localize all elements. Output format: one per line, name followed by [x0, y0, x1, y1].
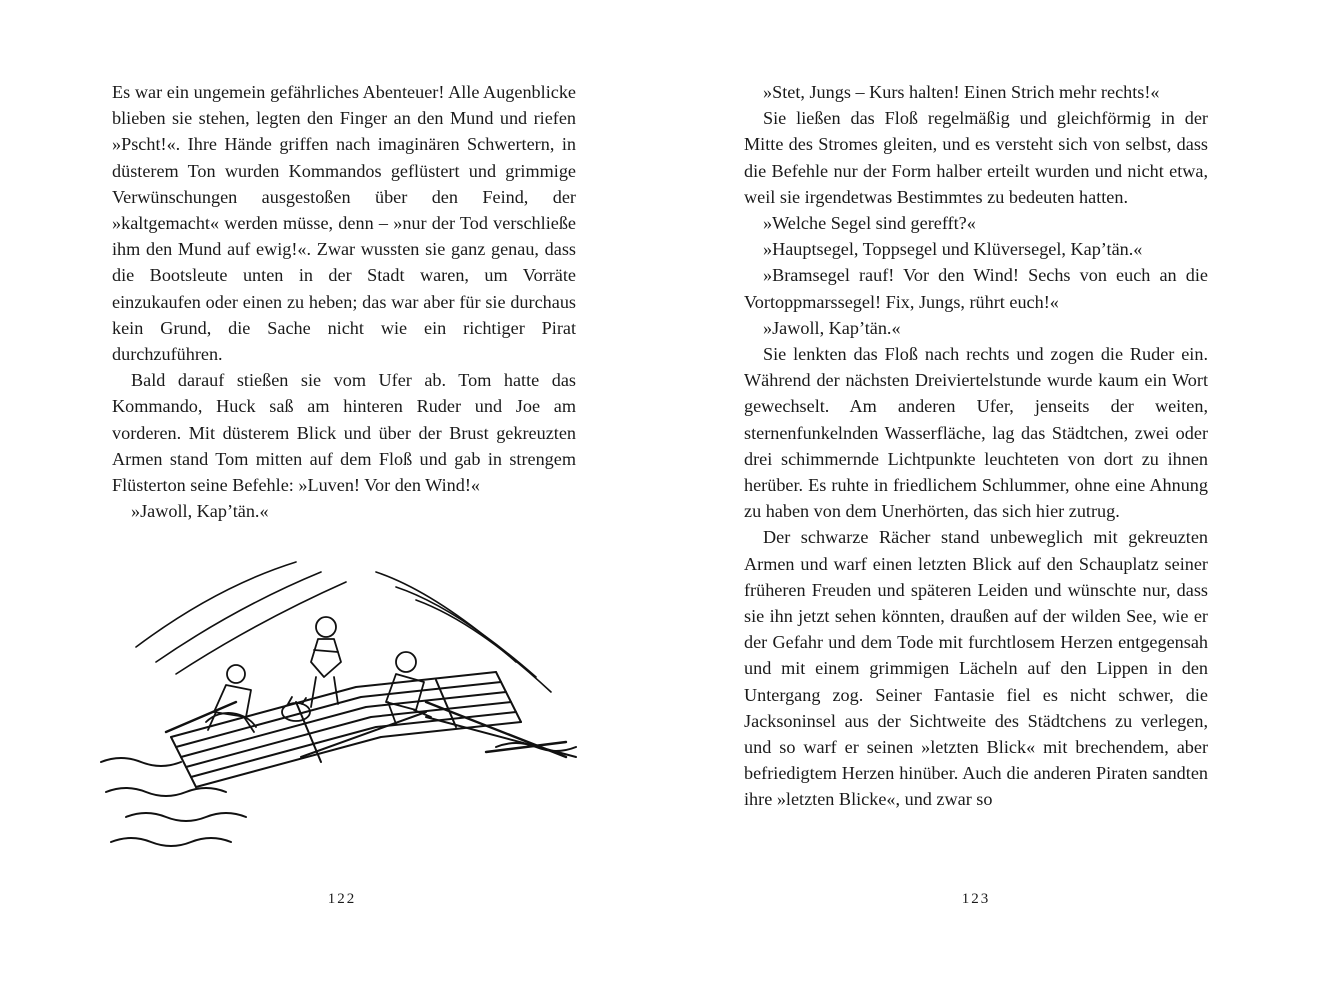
page-number: 122: [327, 891, 357, 907]
left-page-text: [112, 79, 576, 524]
paragraph: »Jawoll, Kap’tän.«: [131, 501, 269, 522]
raft-illustration-icon: [96, 552, 596, 852]
water-waves: [101, 743, 576, 846]
paragraph: Es war ein ungemein gefährliches Abenteuer! Alle Augenblicke blieben sie stehen, legten den Finger an den Mund und riefen »Pscht!«. Ihre Hände griffen nach imaginären Schwertern, in düsterem Ton wurden Kommandos geflüstert und grimmige Verwünschungen ausgestoßen über den Feind, der »kaltgemacht« werden müsse, denn – »nur der Tod verschließe ihm den Mund auf ewig!«. Zwar wussten sie ganz genau, dass die Bootsleute unten in der Stadt waren, um Vorräte einzukaufen oder einen zu heben; das war aber für sie durchaus kein Grund, die Sache nicht wie ein richtiger Pirat durchzuführen.: [112, 82, 576, 365]
page-number: 123: [961, 891, 991, 907]
huck-figure: [206, 665, 256, 732]
raft: [171, 672, 576, 787]
right-page-text: [744, 79, 1208, 813]
tom-figure: [311, 617, 341, 707]
right-page: [660, 0, 1320, 1000]
paragraph: Sie lenkten das Floß nach rechts und zogen die Ruder ein. Während der nächsten Dreiviertelstunde wurde kaum ein Wort gewechselt. Am anderen Ufer, jenseits der weiten, sternenfunkelnden Wasserfläche, lag das Städtchen, zwei oder drei schimmernde Lichtpunkte leuchteten von dort zu ihnen herüber. Es ruhte in friedlichem Schlummer, ohne eine Ahnung zu haben von dem Unerhörten, das sich hier zutrug.: [744, 344, 1208, 522]
paragraph: »Jawoll, Kap’tän.«: [763, 317, 901, 338]
paragraph: »Bramsegel rauf! Vor den Wind! Sechs von euch an die Vortoppmarssegel! Fix, Jungs, rührt euch!«: [744, 265, 1208, 312]
paragraph: »Stet, Jungs – Kurs halten! Einen Strich mehr rechts!«: [763, 82, 1160, 102]
paragraph: »Hauptsegel, Toppsegel und Klüversegel, Kap’tän.«: [763, 239, 1143, 260]
paragraph: »Welche Segel sind gerefft?«: [763, 213, 976, 234]
paragraph: Bald darauf stießen sie vom Ufer ab. Tom hatte das Kommando, Huck saß am hinteren Ruder und Joe am vorderen. Mit düsterem Blick und über der Brust gekreuzten Armen stand Tom mitten auf dem Floß und gab in strengem Flüsterton seine Befehle: »Luven! Vor den Wind!«: [112, 370, 576, 496]
paragraph: Der schwarze Rächer stand unbeweglich mit gekreuzten Armen und warf einen letzten Blick auf den Schauplatz seiner früheren Freuden und späteren Leiden und wünschte nur, dass sie ihn jetzt sehen könnten, draußen auf der wilden See, wie er der Gefahr und dem Tode mit furchtlosem Herzen entgegensah und mit einem grimmigen Lächeln auf den Lippen in den Untergang zog. Seiner Fantasie fiel es nicht schwer, die Jacksoninsel aus der Sichtweite des Städtchens zu verlegen, und so warf er seinen »letzten Blick« mit brechendem, aber befriedigtem Herzen hinüber. Auch die anderen Piraten sandten ihre »letzten Blicke«, und zwar so: [744, 527, 1208, 810]
paragraph: Sie ließen das Floß regelmäßig und gleichförmig in der Mitte des Stromes gleiten, und es versteht sich von selbst, dass die Befehle nur der Form halber erteilt wurden und nicht etwa, weil sie irgendetwas Bestimmtes zu bedeuten hatten.: [744, 108, 1208, 207]
